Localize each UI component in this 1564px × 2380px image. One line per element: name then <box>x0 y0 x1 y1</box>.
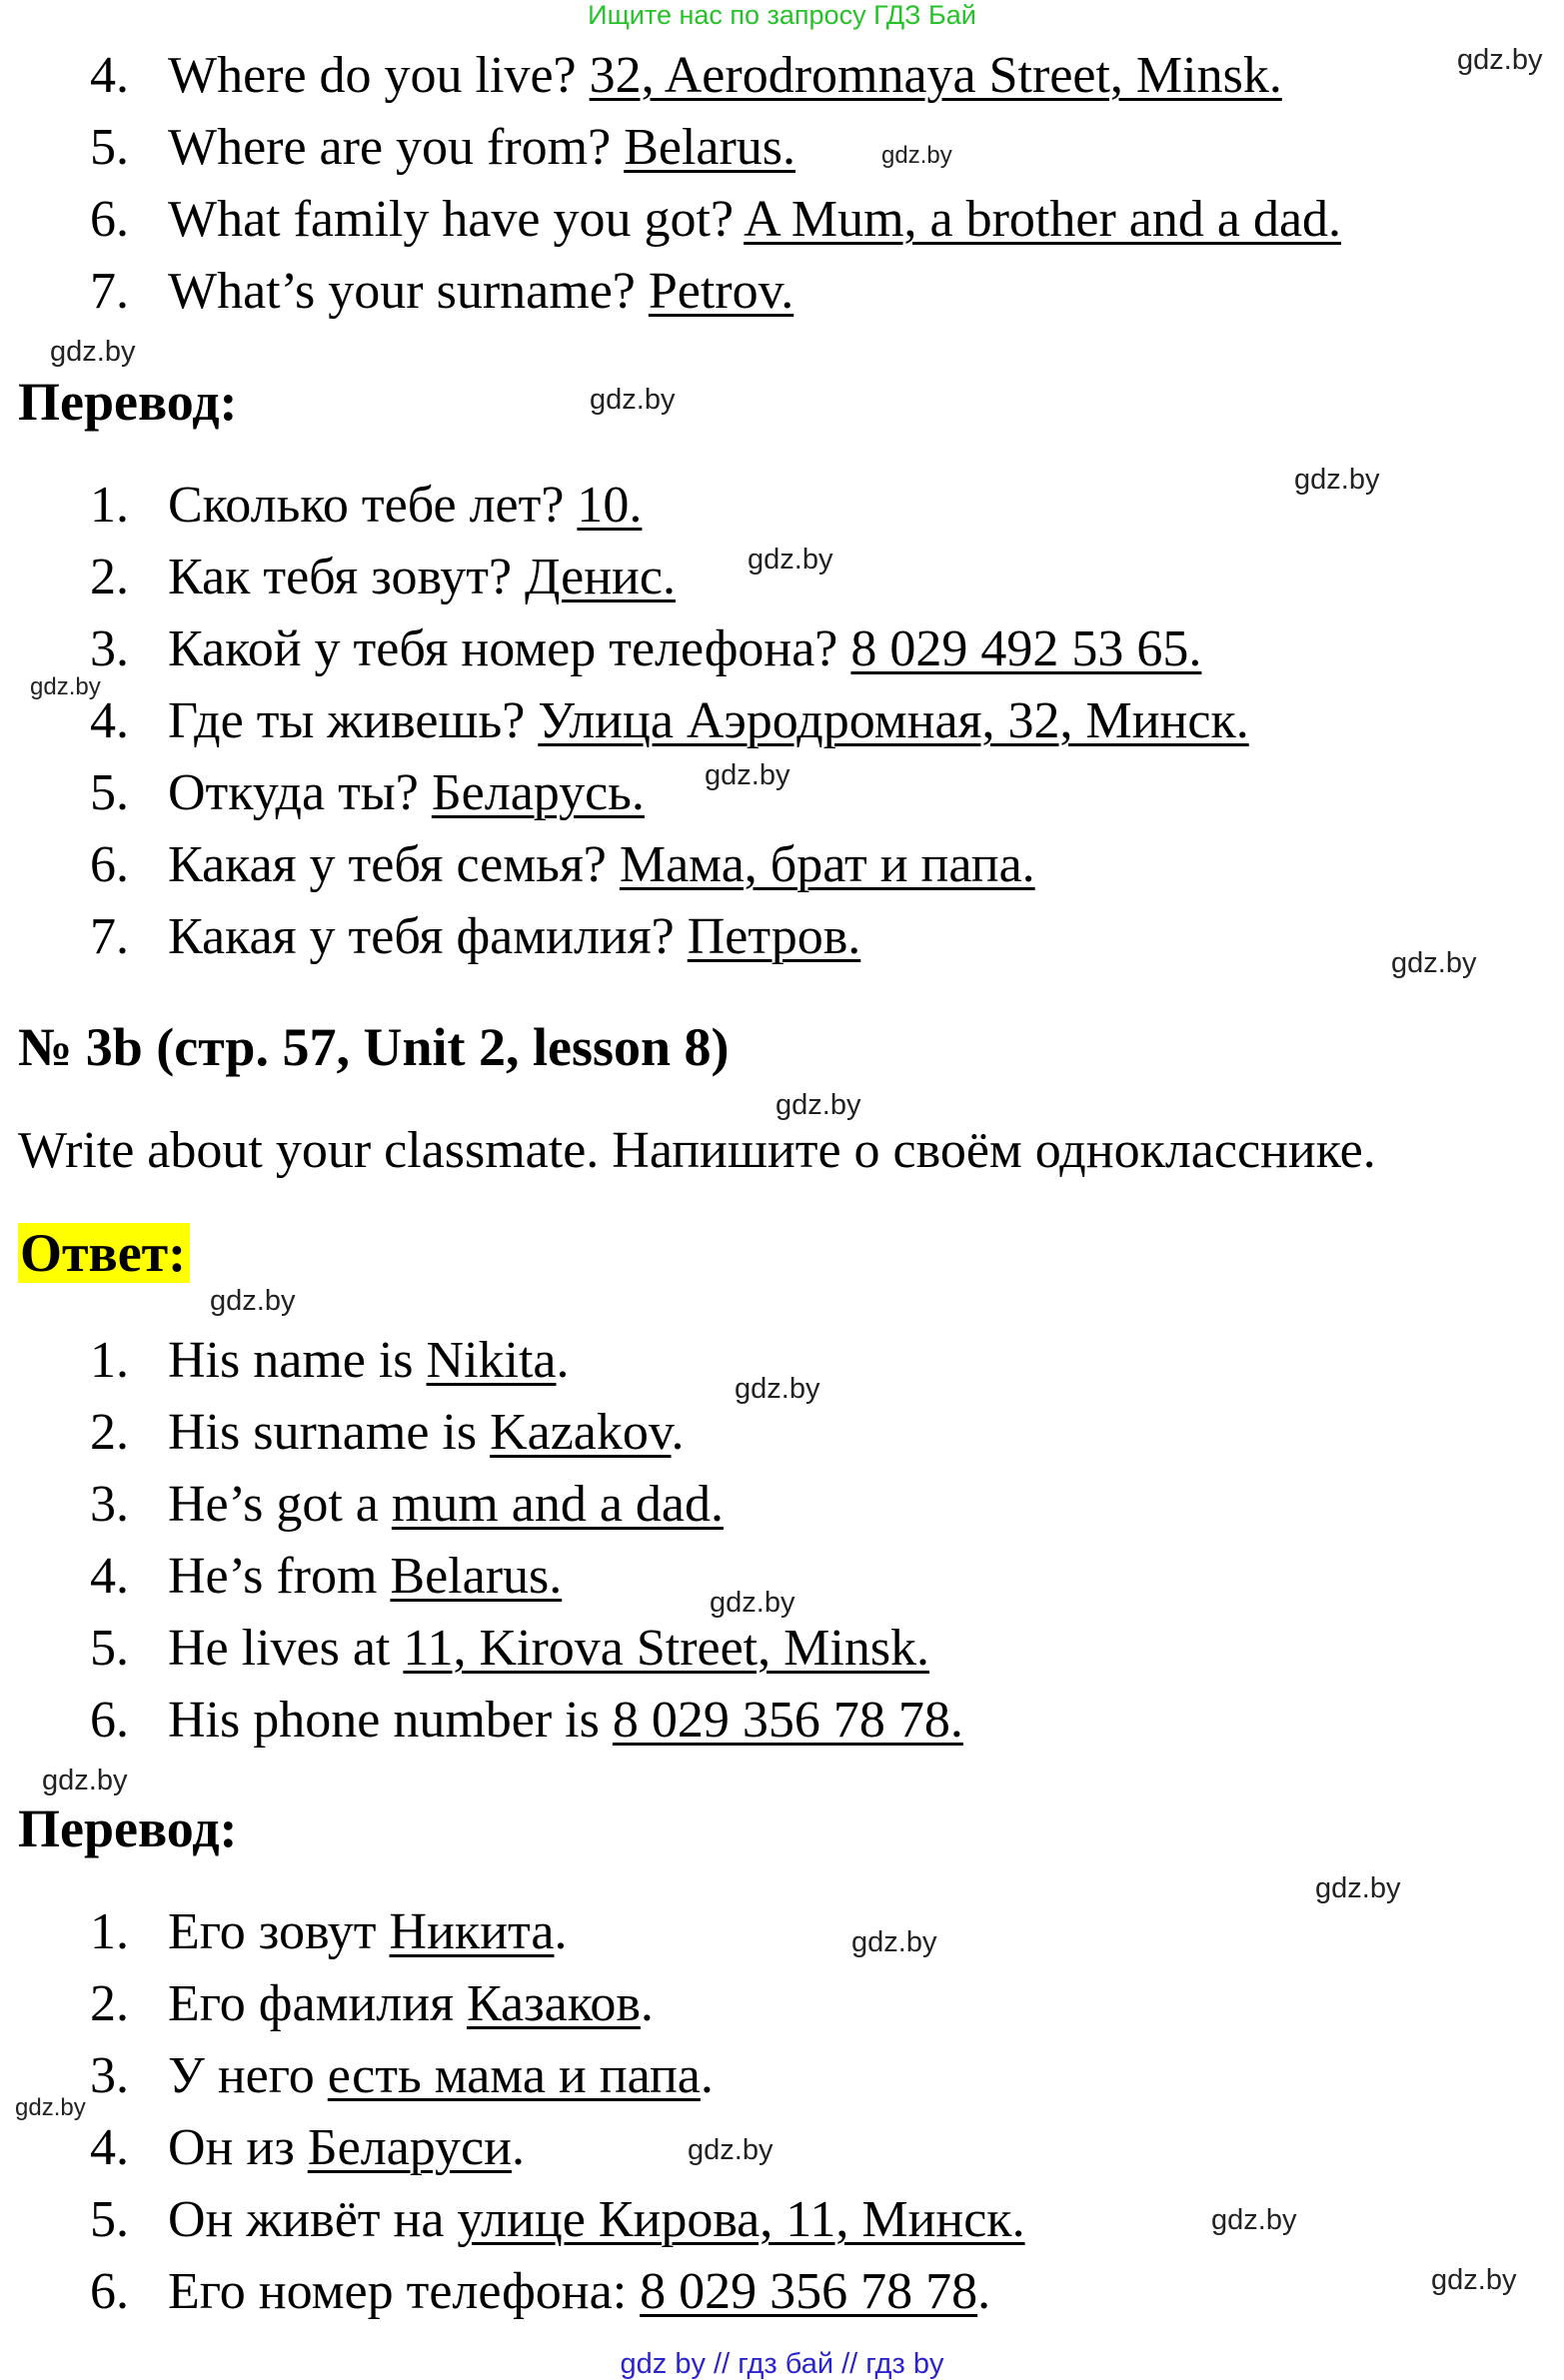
item-text <box>168 190 1341 250</box>
watermark: gdz.by <box>1457 44 1543 76</box>
watermark: gdz.by <box>210 1285 296 1317</box>
answer-label-highlight: Ответ: <box>18 1223 190 1283</box>
watermark: gdz.by <box>748 544 833 576</box>
item-text <box>168 1902 567 1962</box>
item-number: 1. <box>90 1332 129 1389</box>
answer-text: Petrov. <box>648 263 794 320</box>
question-text: He’s got a <box>168 1476 392 1533</box>
answer-text: 10. <box>577 477 643 534</box>
question-text: His surname is <box>168 1404 491 1461</box>
question-text: Его номер телефона: <box>168 2263 641 2320</box>
watermark: gdz.by <box>1431 2264 1517 2296</box>
item-number: 6. <box>90 836 129 893</box>
question-text: His name is <box>168 1332 427 1389</box>
answer-text: Belarus. <box>624 119 796 176</box>
item-number: 6. <box>90 2263 129 2320</box>
watermark: gdz.by <box>881 142 952 169</box>
watermark: gdz.by <box>1315 1872 1401 1904</box>
exercise-heading: № 3b (стр. 57, Unit 2, lesson 8) <box>18 1017 730 1077</box>
question-text: Сколько тебе лет? <box>168 477 578 534</box>
item-text <box>168 1475 724 1535</box>
answer-text: Улица Аэродромная, 32, Минск. <box>538 692 1249 749</box>
translation-heading: Перевод: <box>18 372 238 432</box>
question-text: Какая у тебя фамилия? <box>168 908 688 965</box>
watermark: gdz.by <box>1391 947 1477 979</box>
question-text: Откуда ты? <box>168 764 432 821</box>
item-tail: . <box>977 2263 991 2320</box>
answer-text: Никита <box>389 1903 555 1960</box>
item-number: 5. <box>90 1620 129 1677</box>
answer-text: 8 029 492 53 65. <box>850 620 1202 677</box>
exercise-task: Write about your classmate. Напишите о своём однокласснике. <box>18 1122 1376 1179</box>
item-text <box>168 1691 963 1751</box>
watermark: gdz.by <box>50 336 136 368</box>
answer-text: Belarus. <box>390 1548 563 1605</box>
answer-text: Беларусь. <box>431 764 645 821</box>
item-text <box>168 1403 685 1463</box>
question-text: У него <box>168 2047 328 2104</box>
item-text <box>168 2046 714 2106</box>
watermark: gdz.by <box>688 2134 774 2166</box>
answer-text: Денис. <box>525 549 676 605</box>
item-number: 2. <box>90 549 129 605</box>
watermark: gdz.by <box>705 759 790 791</box>
question-text: Как тебя зовут? <box>168 549 526 605</box>
watermark: gdz.by <box>590 384 676 416</box>
answer-text: Казаков <box>467 1975 641 2032</box>
question-text: He’s from <box>168 1548 391 1605</box>
item-number: 4. <box>90 1548 129 1605</box>
item-number: 5. <box>90 2191 129 2248</box>
item-tail: . <box>700 2047 714 2104</box>
item-text <box>168 46 1282 106</box>
item-text <box>168 835 1035 895</box>
item-number: 4. <box>90 692 129 749</box>
item-text <box>168 1331 570 1391</box>
item-text <box>168 691 1249 751</box>
item-number: 1. <box>90 1903 129 1960</box>
item-number: 4. <box>90 47 129 104</box>
answer-text: есть мама и папа <box>327 2047 701 2104</box>
item-text <box>168 2190 1025 2250</box>
item-text <box>168 2118 525 2178</box>
answer-text: A Mum, a brother and a dad. <box>744 191 1342 248</box>
translation-heading: Перевод: <box>18 1798 238 1858</box>
item-tail: . <box>556 1332 570 1389</box>
item-number: 6. <box>90 1692 129 1749</box>
item-text <box>168 1974 654 2034</box>
answer-text: 11, Kirova Street, Minsk. <box>403 1620 930 1677</box>
item-number: 6. <box>90 191 129 248</box>
item-tail: . <box>671 1404 685 1461</box>
item-tail: . <box>640 1975 654 2032</box>
question-text: Какая у тебя семья? <box>168 836 620 893</box>
item-text <box>168 763 645 823</box>
item-number: 7. <box>90 263 129 320</box>
item-number: 1. <box>90 477 129 534</box>
question-text: Какой у тебя номер телефона? <box>168 620 851 677</box>
item-number: 3. <box>90 2047 129 2104</box>
answer-text: Беларуси <box>307 2119 512 2176</box>
answer-text: 8 029 356 78 78. <box>612 1692 963 1749</box>
item-tail: . <box>511 2119 525 2176</box>
watermark: gdz.by <box>851 1926 937 1958</box>
question-text: Его фамилия <box>168 1975 467 2032</box>
question-text: What’s your surname? <box>168 263 649 320</box>
item-number: 5. <box>90 119 129 176</box>
question-text: Where are you from? <box>168 119 625 176</box>
item-text <box>168 548 676 607</box>
watermark: gdz.by <box>42 1765 128 1796</box>
answer-text: Мама, брат и папа. <box>619 836 1035 893</box>
item-number: 3. <box>90 1476 129 1533</box>
item-text <box>168 262 793 322</box>
answer-text: Kazakov <box>490 1404 672 1461</box>
item-number: 2. <box>90 1404 129 1461</box>
item-number: 7. <box>90 908 129 965</box>
answer-text: 32, Aerodromnaya Street, Minsk. <box>589 47 1282 104</box>
question-text: Где ты живешь? <box>168 692 539 749</box>
item-text <box>168 1547 562 1607</box>
item-text <box>168 118 795 178</box>
question-text: Where do you live? <box>168 47 590 104</box>
answer-text: Петров. <box>687 908 861 965</box>
item-number: 2. <box>90 1975 129 2032</box>
question-text: Он из <box>168 2119 308 2176</box>
item-number: 5. <box>90 764 129 821</box>
watermark: gdz.by <box>710 1587 795 1619</box>
answer-text: улице Кирова, 11, Минск. <box>457 2191 1025 2248</box>
item-text <box>168 1619 929 1679</box>
question-text: What family have you got? <box>168 191 745 248</box>
answer-text: 8 029 356 78 78 <box>640 2263 978 2320</box>
question-text: Он живёт на <box>168 2191 458 2248</box>
footer-links: gdz by // гдз бай // гдз by <box>620 2348 944 2380</box>
item-number: 4. <box>90 2119 129 2176</box>
answer-text: Nikita <box>426 1332 557 1389</box>
item-text <box>168 2262 990 2322</box>
answer-label <box>18 1223 190 1283</box>
item-text <box>168 619 1201 679</box>
watermark: gdz.by <box>735 1373 820 1405</box>
question-text: His phone number is <box>168 1692 613 1749</box>
item-text <box>168 907 860 967</box>
watermark: gdz.by <box>776 1089 861 1121</box>
question-text: He lives at <box>168 1620 404 1677</box>
watermark: gdz.by <box>30 673 101 700</box>
watermark: gdz.by <box>1294 464 1380 496</box>
top-banner: Ищите нас по запросу ГДЗ Бай <box>588 0 976 30</box>
item-tail: . <box>554 1903 568 1960</box>
item-text <box>168 476 642 536</box>
watermark: gdz.by <box>1211 2204 1297 2236</box>
item-number: 3. <box>90 620 129 677</box>
watermark: gdz.by <box>15 2094 86 2121</box>
question-text: Его зовут <box>168 1903 390 1960</box>
answer-text: mum and a dad. <box>391 1476 724 1533</box>
